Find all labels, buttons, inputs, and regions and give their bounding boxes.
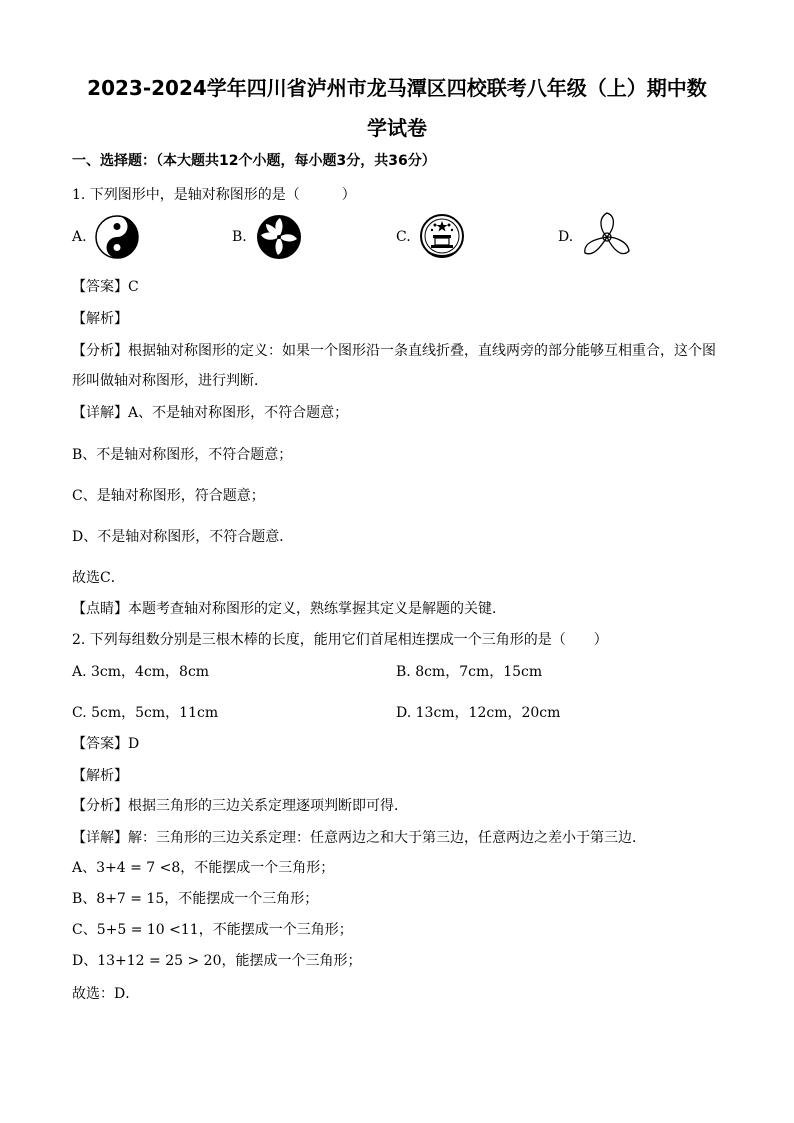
question-1-stem: 1. 下列图形中，是轴对称图形的是（ ） [72, 187, 356, 203]
q2-line-c: C、5+5 = 10 <11，不能摆成一个三角形； [72, 922, 353, 938]
propeller-icon [580, 210, 634, 264]
national-emblem-icon [418, 212, 466, 262]
option-d-label: D. [558, 229, 574, 245]
q2-option-a: A. 3cm，4cm，8cm [72, 664, 210, 680]
q1-detail-d: D、不是轴对称图形，不符合题意． [72, 529, 294, 545]
bauhinia-flower-icon [256, 214, 302, 260]
q1-key-point: 【点睛】本题考查轴对称图形的定义，熟练掌握其定义是解题的关键． [72, 601, 506, 617]
option-b-label: B. [232, 229, 247, 245]
q2-analysis: 【分析】根据三角形的三边关系定理逐项判断即可得． [72, 798, 408, 814]
page-title-line2: 学试卷 [367, 116, 427, 140]
option-a-label: A. [72, 229, 87, 245]
option-c-label: C. [396, 229, 411, 245]
q2-option-b: B. 8cm，7cm，15cm [396, 664, 543, 680]
q1-analysis-line1: 【分析】根据轴对称图形的定义：如果一个图形沿一条直线折叠，直线两旁的部分能够互相重合，这个图 [72, 343, 716, 359]
q2-option-c: C. 5cm，5cm，11cm [72, 705, 219, 721]
q1-analysis-label: 【解析】 [72, 311, 128, 327]
q2-line-b: B、8+7 = 15，不能摆成一个三角形； [72, 891, 319, 907]
q1-answer: 【答案】C [72, 279, 139, 295]
q2-detail: 【详解】解：三角形的三边关系定理：任意两边之和大于第三边，任意两边之差小于第三边． [72, 830, 646, 846]
q1-detail-a: 【详解】A、不是轴对称图形，不符合题意； [72, 405, 349, 421]
q1-detail-c: C、是轴对称图形，符合题意； [72, 488, 265, 504]
page-title-line1: 2023-2024学年四川省泸州市龙马潭区四校联考八年级（上）期中数 [87, 76, 707, 100]
yin-yang-icon [94, 214, 140, 260]
q2-conclusion: 故选：D． [72, 986, 140, 1002]
q1-detail-b: B、不是轴对称图形，不符合题意； [72, 447, 293, 463]
q2-option-d: D. 13cm，12cm，20cm [396, 705, 561, 721]
q2-answer: 【答案】D [72, 736, 140, 752]
q2-analysis-label: 【解析】 [72, 768, 128, 784]
q1-analysis-line2: 形叫做轴对称图形，进行判断． [72, 373, 268, 389]
q2-line-d: D、13+12 = 25 > 20，能摆成一个三角形； [72, 953, 362, 969]
q2-line-a: A、3+4 = 7 <8，不能摆成一个三角形； [72, 860, 335, 876]
q1-conclusion: 故选C． [72, 570, 125, 586]
section-heading: 一、选择题：（本大题共12个小题，每小题3分，共36分） [72, 153, 436, 169]
question-2-stem: 2. 下列每组数分别是三根木棒的长度，能用它们首尾相连摆成一个三角形的是（ ） [72, 632, 608, 648]
